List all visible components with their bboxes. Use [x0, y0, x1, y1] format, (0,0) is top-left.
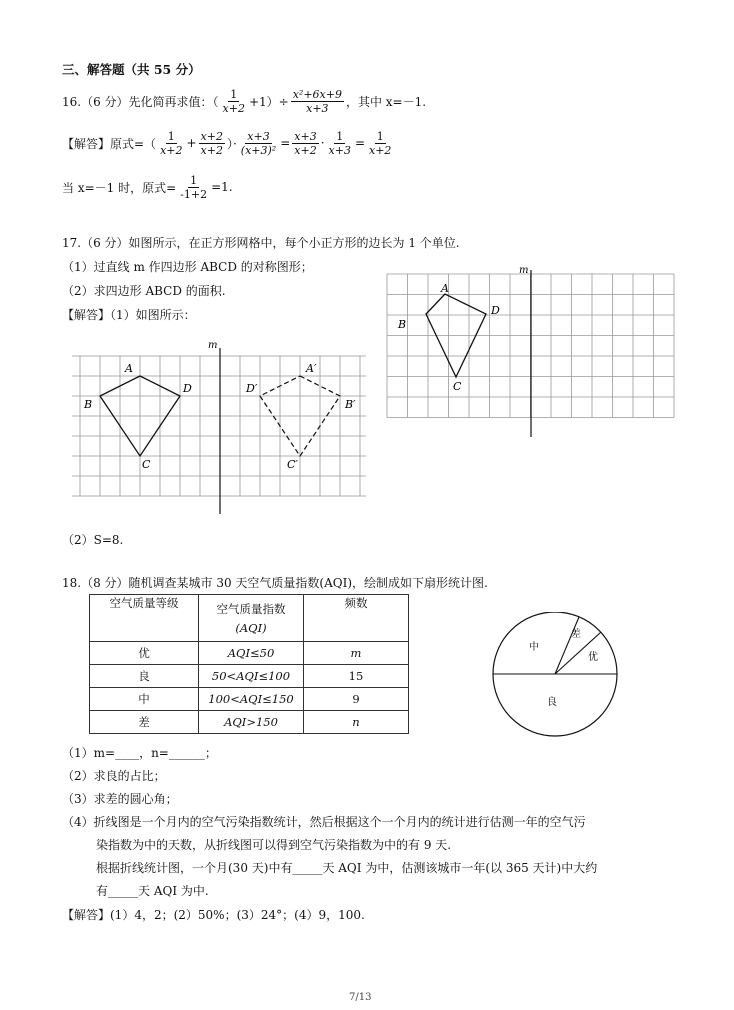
section-title: 三、解答题（共 55 分）: [62, 62, 201, 77]
q18-sub3: （3）求差的圆心角；: [62, 792, 178, 806]
table-header-row: [90, 595, 409, 642]
q16-answer: 【解答】原式=（ $\frac{1}{x+2}$ + $\frac{x+2}{x+2}$ ）· $\frac{x+3}{\text{(x+3)²}}$ = $\frac{x+3}{x+2}$ · $\frac{1}{x+3}$ = $\frac{1}{x+2}$: [62, 129, 392, 157]
pie-label-you: 优: [588, 652, 598, 663]
table-row: 优 AQI≤50 m: [90, 642, 409, 665]
label-c-prime: C′: [287, 458, 298, 471]
q17-prompt: 17.（6 分）如图所示，在正方形网格中，每个小正方形的边长为 1 个单位.: [62, 236, 460, 250]
q17-answer1: 【解答】（1）如图所示：: [62, 308, 196, 322]
q18-sub4-line3: 根据折线统计图，一个月(30 天)中有_____天 AQI 为中，估测该城市一年(以 365 天计)中大约: [96, 861, 598, 875]
header-index: 空气质量指数 (AQI): [199, 595, 304, 642]
label-d: D: [491, 304, 500, 317]
pie-divider-cha: [555, 617, 579, 674]
header-frequency: 频数: [304, 595, 409, 642]
pie-label-liang: 良: [547, 697, 557, 708]
q18-answer: 【解答】(1）4，2；(2）50%；(3）24°；(4）9，100.: [62, 908, 365, 922]
q17-question-grid: [383, 262, 679, 442]
label-a: A: [441, 282, 449, 295]
table-row: 中 100<AQI≤150 9: [90, 688, 409, 711]
q17-part2: （2）求四边形 ABCD 的面积.: [62, 284, 226, 298]
table-row: 差 AQI>150 n: [90, 711, 409, 734]
header-grade: 空气质量等级: [90, 595, 199, 642]
label-c: C: [453, 380, 462, 393]
label-m: m: [519, 265, 529, 276]
label-a-prime: A′: [306, 362, 317, 375]
label-m: m: [208, 340, 218, 351]
label-d: D: [183, 382, 192, 395]
q18-sub2: （2）求良的占比；: [62, 769, 166, 783]
page-number: 7/13: [349, 992, 372, 1003]
q18-sub1: （1）m=____，n=______；: [62, 746, 217, 760]
q17-answer-grid: [70, 338, 366, 518]
q18-sub4-line1: （4）折线图是一个月内的空气污染指数统计，然后根据这个一个月内的统计进行估测一年的空气污: [62, 815, 586, 829]
q18-prompt: 18.（8 分）随机调查某城市 30 天空气质量指数(AQI)，绘制成如下扇形统计图.: [62, 576, 488, 590]
label-c: C: [142, 458, 151, 471]
q16-prompt: 16.（6 分）先化简再求值：（ $\frac{1}{x+2}$ +1）÷ $\frac{\text{x²+6x+9}}{x+3}$ ，其中 x=－1.: [62, 87, 427, 115]
label-b: B: [84, 398, 93, 411]
pie-label-zhong: 中: [529, 642, 539, 653]
label-b-prime: B′: [345, 398, 356, 411]
aqi-pie-chart: [485, 612, 635, 742]
label-b: B: [398, 318, 407, 331]
q18-sub4-line2: 染指数为中的天数，从折线图可以得到空气污染指数为中的有 9 天.: [96, 838, 452, 852]
q16-substitution: 当 x=－1 时，原式= $\frac{1}{-1+2}$ =1.: [62, 173, 233, 201]
q17-part1: （1）过直线 m 作四边形 ABCD 的对称图形；: [62, 260, 313, 274]
aqi-table: [89, 594, 409, 734]
pie-label-cha: 差: [571, 629, 581, 640]
label-a: A: [125, 362, 133, 375]
table-row: 良 50<AQI≤100 15: [90, 665, 409, 688]
label-d-prime: D′: [246, 382, 258, 395]
q17-answer2: （2）S=8.: [62, 533, 124, 547]
q18-sub4-line4: 有_____天 AQI 为中.: [96, 884, 209, 898]
